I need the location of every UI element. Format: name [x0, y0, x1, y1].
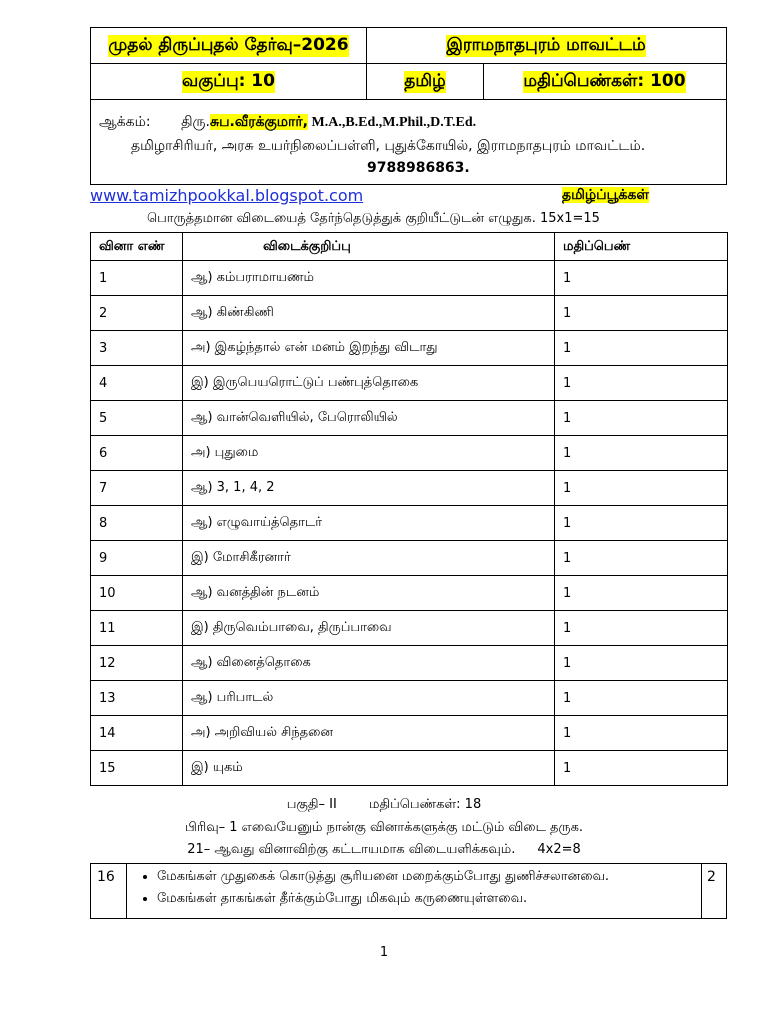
answer-point: • மேகங்கள் முதுகைக் கொடுத்து சூரியனை மறைக்கும்போது துணிச்சலானவை. — [157, 866, 701, 888]
answer-text: இ) இருபெயரொட்டுப் பண்புத்தொகை — [183, 366, 555, 401]
table-row — [91, 646, 728, 681]
answer-text: ஆ) கிண்கிணி — [183, 296, 555, 331]
table-row — [91, 576, 728, 611]
author-prefix: திரு. — [181, 114, 210, 130]
table-row — [91, 541, 728, 576]
question-number: 2 — [91, 296, 183, 331]
question-number: 5 — [91, 401, 183, 436]
question-16-box — [90, 863, 727, 919]
answer-text: அ) இகழ்ந்தால் என் மனம் இறந்து விடாது — [183, 331, 555, 366]
question-16-answer — [127, 864, 702, 918]
question-number: 1 — [91, 261, 183, 296]
answer-mark: 1 — [555, 261, 728, 296]
answer-text: ஆ) கம்பராமாயணம் — [183, 261, 555, 296]
table-row — [91, 261, 728, 296]
table-row — [91, 471, 728, 506]
table-row — [91, 436, 728, 471]
answer-mark: 1 — [555, 471, 728, 506]
section2-part: பகுதி– II — [286, 797, 337, 812]
section2-marks-formula: 4x2=8 — [537, 842, 581, 857]
answer-mark: 1 — [555, 331, 728, 366]
question-16-mark: 2 — [707, 869, 716, 885]
question-number: 7 — [91, 471, 183, 506]
author-line — [99, 114, 476, 132]
answer-mark: 1 — [555, 646, 728, 681]
answer-points-list — [127, 864, 701, 910]
header-row-2 — [91, 64, 726, 100]
header-question-no: வினா எண் — [91, 233, 183, 261]
question-number: 4 — [91, 366, 183, 401]
answer-text: இ) மோசிகீரனார் — [183, 541, 555, 576]
table-row — [91, 611, 728, 646]
header-box — [90, 27, 727, 185]
website-link[interactable]: www.tamizhpookkal.blogspot.com — [90, 186, 364, 205]
answer-text: ஆ) எழுவாய்த்தொடர் — [183, 506, 555, 541]
question-number: 6 — [91, 436, 183, 471]
answer-mark: 1 — [555, 506, 728, 541]
header-answer: விடைக்குறிப்பு — [183, 233, 555, 261]
table-row — [91, 331, 728, 366]
answer-mark: 1 — [555, 611, 728, 646]
answer-point: • மேகங்கள் தாகங்கள் தீர்க்கும்போது மிகவும் கருணையுள்ளவை. — [157, 888, 701, 910]
district: இராமநாதபுரம் மாவட்டம் — [446, 34, 646, 55]
table-row — [91, 401, 728, 436]
section2-instruction-1: பிரிவு– 1 எவையேனும் நான்கு வினாக்களுக்கு மட்டும் விடை தருக. — [184, 820, 584, 835]
marks-cell — [484, 64, 725, 99]
question-number: 10 — [91, 576, 183, 611]
answer-mark: 1 — [555, 436, 728, 471]
answer-text: ஆ) வனத்தின் நடனம் — [183, 576, 555, 611]
district-cell — [367, 28, 725, 63]
section1-instruction: பொருத்தமான விடையைத் தேர்ந்தெடுத்துக் குறியீட்டுடன் எழுதுக. 15x1=15 — [147, 211, 600, 226]
question-number: 3 — [91, 331, 183, 366]
answer-text: ஆ) பரிபாடல் — [183, 681, 555, 716]
prepared-label: ஆக்கம்: — [99, 114, 151, 130]
section2-heading — [0, 797, 768, 813]
table-row — [91, 751, 728, 786]
subject-cell — [367, 64, 484, 99]
section2-instruction-2-text: 21– ஆவது வினாவிற்கு கட்டாயமாக விடையளிக்கவும். — [187, 842, 516, 857]
table-header-row — [91, 233, 728, 261]
exam-title: முதல் திருப்புதல் தேர்வு–2026 — [108, 34, 349, 55]
table-row — [91, 716, 728, 751]
author-title: தமிழாசிரியர், அரசு உயர்நிலைப்பள்ளி, புதுக்கோயில், இராமநாதபுரம் மாவட்டம். — [131, 138, 646, 154]
page-number: 1 — [379, 945, 389, 960]
answer-text: இ) திருவெம்பாவை, திருப்பாவை — [183, 611, 555, 646]
question-number: 12 — [91, 646, 183, 681]
question-number: 14 — [91, 716, 183, 751]
question-number: 11 — [91, 611, 183, 646]
class-cell — [91, 64, 367, 99]
answer-mark: 1 — [555, 541, 728, 576]
question-number: 13 — [91, 681, 183, 716]
subject-label: தமிழ் — [404, 70, 446, 91]
section2-instruction-2 — [0, 842, 768, 858]
answer-text: இ) யுகம் — [183, 751, 555, 786]
question-number: 9 — [91, 541, 183, 576]
answer-table — [90, 232, 728, 786]
author-name: சுப.வீரக்குமார், — [209, 114, 308, 130]
site-tag-text: தமிழ்ப்பூக்கள் — [562, 187, 649, 203]
question-16-number: 16 — [91, 864, 127, 918]
question-number: 15 — [91, 751, 183, 786]
answer-mark: 1 — [555, 401, 728, 436]
answer-text: அ) புதுமை — [183, 436, 555, 471]
answer-mark: 1 — [555, 366, 728, 401]
answer-mark: 1 — [555, 296, 728, 331]
exam-title-cell — [91, 28, 367, 63]
author-block — [91, 100, 726, 184]
answer-mark: 1 — [555, 751, 728, 786]
answer-text: ஆ) வான்வெளியில், பேரொலியில் — [183, 401, 555, 436]
total-marks: மதிப்பெண்கள்: 100 — [523, 70, 686, 91]
question-number: 8 — [91, 506, 183, 541]
author-degrees: M.A.,B.Ed.,M.Phil.,D.T.Ed. — [308, 115, 477, 130]
table-row — [91, 366, 728, 401]
answer-text: ஆ) வினைத்தொகை — [183, 646, 555, 681]
site-tag — [562, 187, 649, 205]
section2-marks: மதிப்பெண்கள்: 18 — [369, 797, 482, 812]
answer-mark: 1 — [555, 576, 728, 611]
class-label: வகுப்பு: 10 — [182, 70, 275, 91]
answer-mark: 1 — [555, 716, 728, 751]
answer-text: அ) அறிவியல் சிந்தனை — [183, 716, 555, 751]
header-row-1 — [91, 28, 726, 64]
answer-mark: 1 — [555, 681, 728, 716]
table-row — [91, 506, 728, 541]
table-row — [91, 681, 728, 716]
table-row — [91, 296, 728, 331]
answer-text: ஆ) 3, 1, 4, 2 — [183, 471, 555, 506]
author-phone: 9788986863. — [367, 160, 470, 176]
header-mark: மதிப்பெண் — [555, 233, 728, 261]
